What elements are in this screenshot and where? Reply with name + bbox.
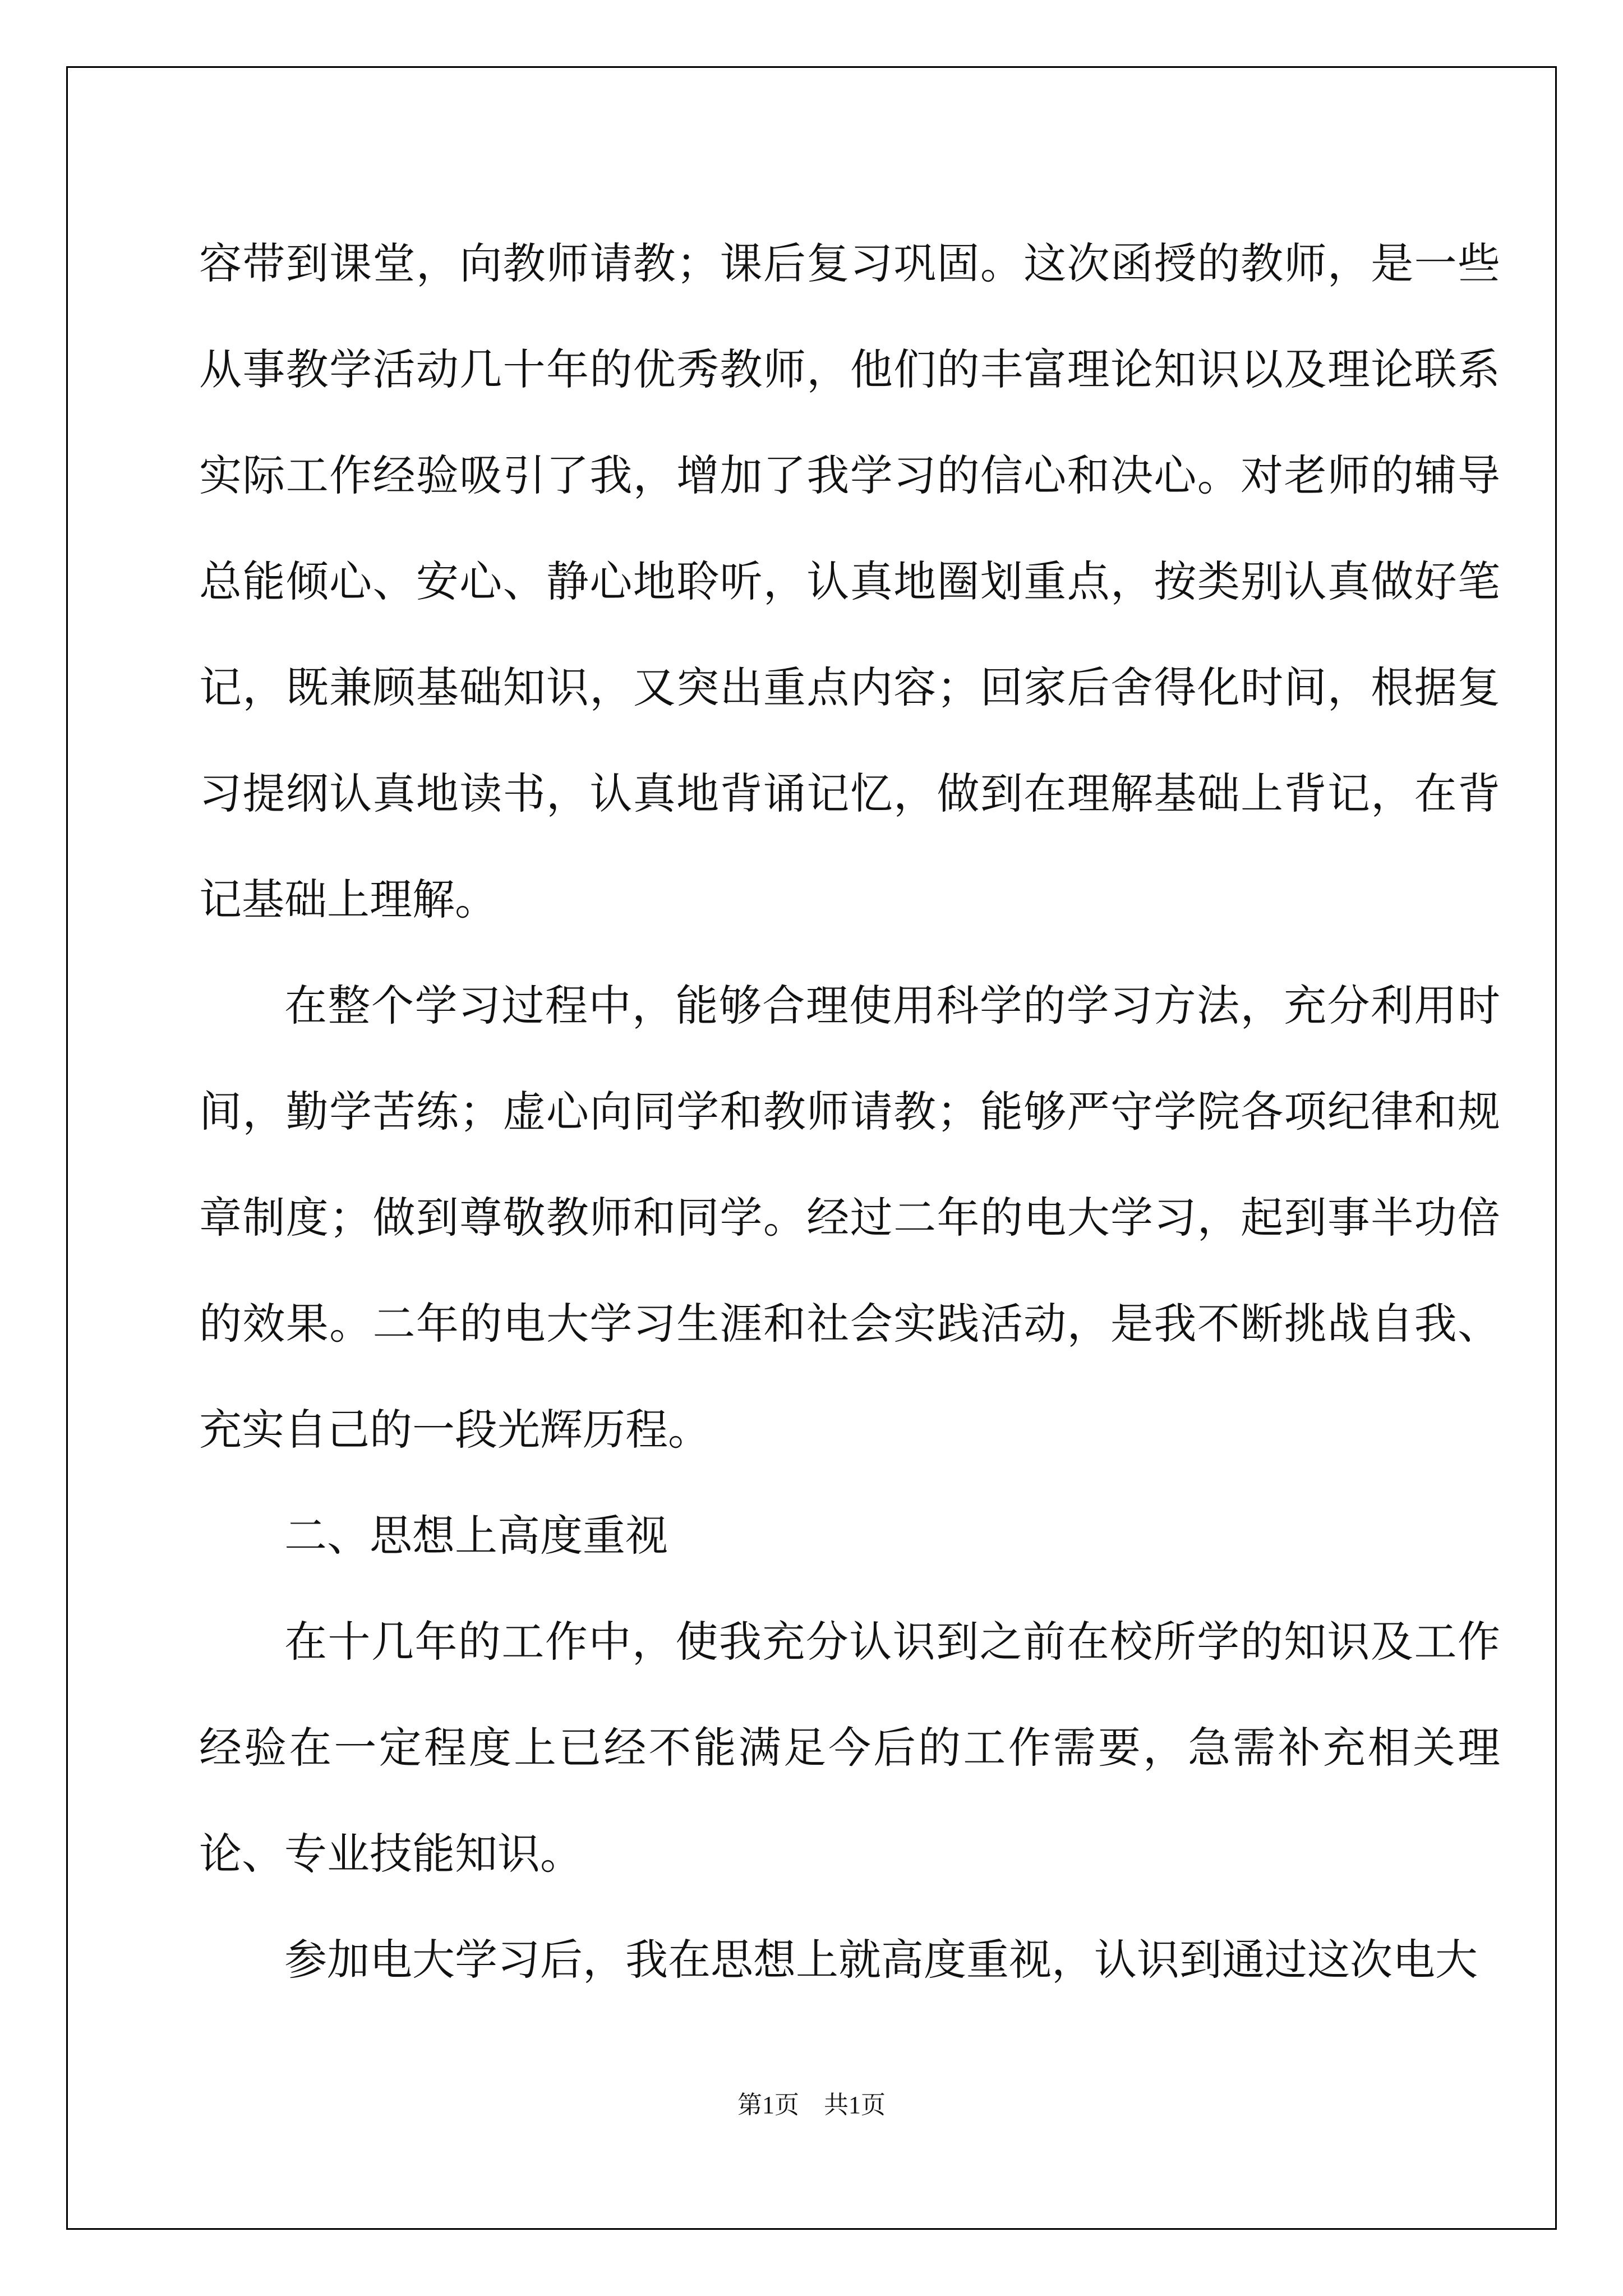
page-number: 第1页 共1页 <box>737 2091 886 2119</box>
section-heading: 二、思想上高度重视 <box>284 1511 668 1561</box>
document-body <box>199 210 1500 2013</box>
page-footer <box>0 2085 1623 2120</box>
paragraph-3: 在十几年的工作中，使我充分认识到之前在校所学的知识及工作经验在一定程度上已经不能满足今后的工作需要，急需补充相关理论、专业技能知识。 <box>199 1617 1500 1879</box>
paragraph-1: 容带到课堂，向教师请教；课后复习巩固。这次函授的教师，是一些从事教学活动几十年的优秀教师，他们的丰富理论知识以及理论联系实际工作经验吸引了我，增加了我学习的信心和决心。对老师的辅导总能倾心、安心、静心地聆听，认真地圈划重点，按类别认真做好笔记，既兼顾基础知识，又突出重点内容；回家后舍得化时间，根据复习提纲认真地读书，认真地背诵记忆，做到在理解基础上背记，在背记基础上理解。 <box>199 238 1500 924</box>
paragraph-4: 参加电大学习后，我在思想上就高度重视，认识到通过这次电大 <box>284 1935 1478 1985</box>
paragraph-2: 在整个学习过程中，能够合理使用科学的学习方法，充分利用时间，勤学苦练；虚心向同学和教师请教；能够严守学院各项纪律和规章制度；做到尊敬教师和同学。经过二年的电大学习，起到事半功倍的效果。二年的电大学习生涯和社会实践活动，是我不断挑战自我、充实自己的一段光辉历程。 <box>199 981 1500 1455</box>
